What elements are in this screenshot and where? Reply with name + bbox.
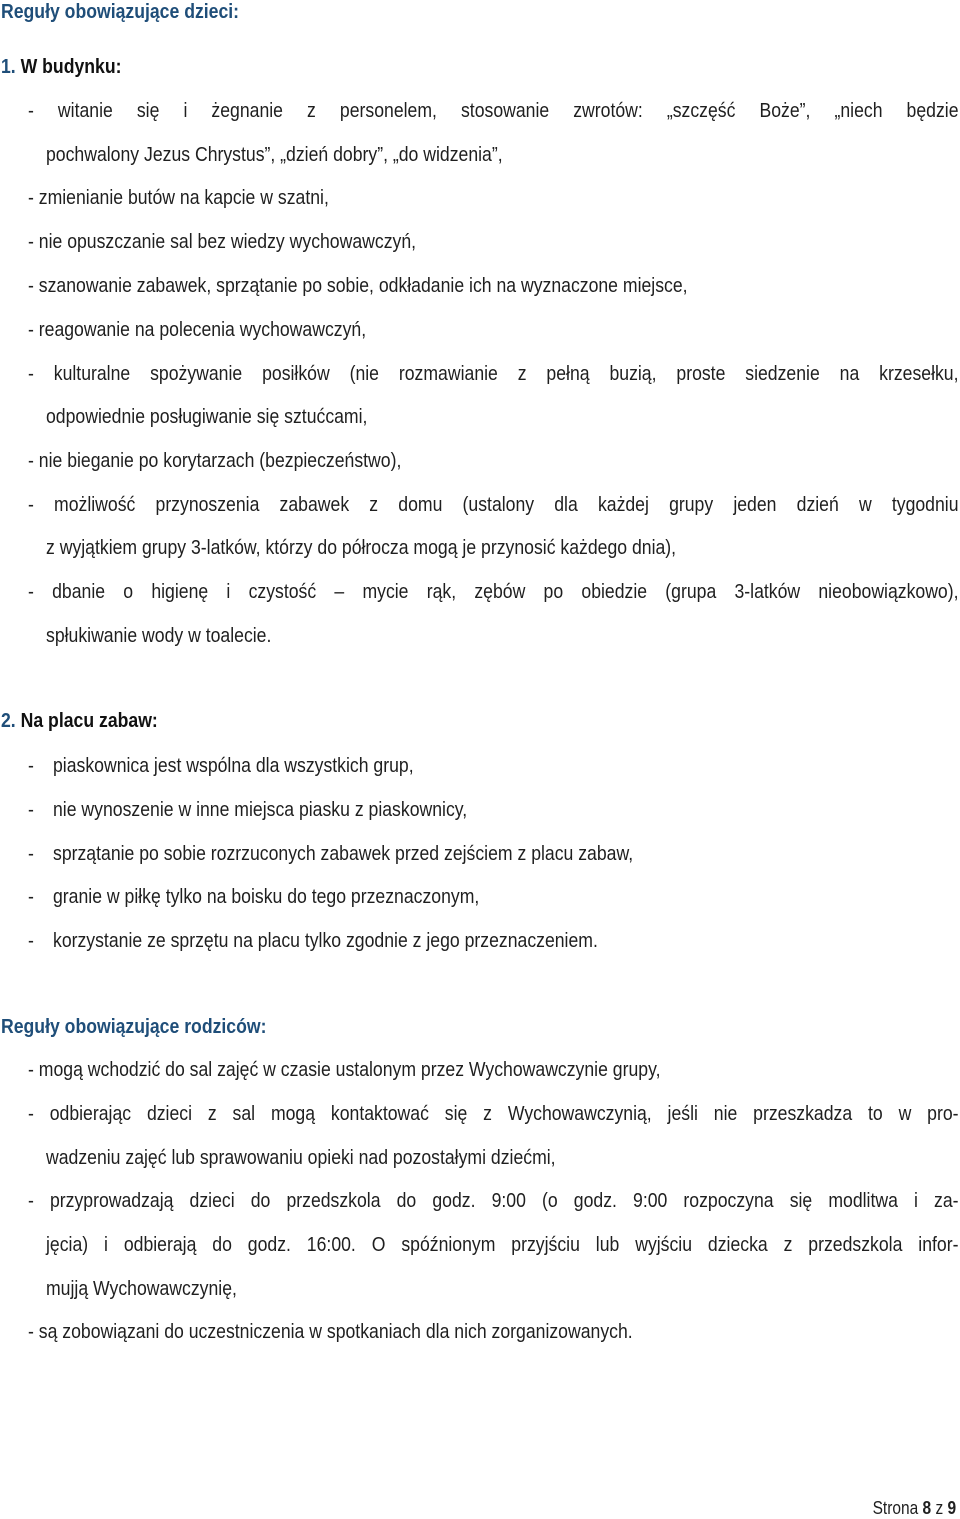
list-item: - nie opuszczanie sal bez wiedzy wychowawczyń, xyxy=(28,230,417,253)
list-item: - nie bieganie po korytarzach (bezpieczeństwo), xyxy=(28,449,402,472)
list-item: - dbanie o higienę i czystość – mycie rąk, zębów po obiedzie (grupa 3-latków nieobowiązkowo), xyxy=(28,580,959,603)
list-item: granie w piłkę tylko na boisku do tego przeznaczonym, xyxy=(53,885,480,908)
list-item: mujją Wychowawczynię, xyxy=(46,1277,237,1300)
list-item: wadzeniu zajęć lub sprawowaniu opieki nad pozostałymi dziećmi, xyxy=(46,1146,556,1169)
list-item: nie wynoszenie w inne miejsca piasku z piaskownicy, xyxy=(53,798,468,821)
subheading-number: 1. xyxy=(1,55,16,78)
subheading-title: W budynku: xyxy=(20,55,122,78)
footer-of: z xyxy=(935,1498,944,1518)
subheading-title: Na placu zabaw: xyxy=(20,709,158,732)
heading-parents-rules: Reguły obowiązujące rodziców: xyxy=(1,1015,267,1038)
page-number-footer xyxy=(872,1497,956,1519)
list-dash: - xyxy=(28,885,34,908)
subheading-playground xyxy=(1,709,158,733)
list-item: - przyprowadzają dzieci do przedszkola do godz. 9:00 (o godz. 9:00 rozpoczyna się modlitwa i za- xyxy=(28,1189,959,1212)
list-item: jęcia) i odbierają do godz. 16:00. O spóźnionym przyjściu lub wyjściu dziecka z przedszkola infor- xyxy=(46,1233,959,1256)
list-item: - reagowanie na polecenia wychowawczyń, xyxy=(28,318,367,341)
list-dash: - xyxy=(28,842,34,865)
list-item: odpowiednie posługiwanie się sztućcami, xyxy=(46,405,368,428)
list-item: - są zobowiązani do uczestniczenia w spotkaniach dla nich zorganizowanych. xyxy=(28,1320,633,1343)
subheading-in-building xyxy=(1,55,121,79)
list-item: piaskownica jest wspólna dla wszystkich grup, xyxy=(53,754,414,777)
total-pages-number: 9 xyxy=(947,1498,956,1518)
list-dash: - xyxy=(28,798,34,821)
list-item: pochwalony Jezus Chrystus”, „dzień dobry”, „do widzenia”, xyxy=(46,143,503,166)
list-item: - odbierając dzieci z sal mogą kontaktować się z Wychowawczynią, jeśli nie przeszkadza to w pro- xyxy=(28,1102,959,1125)
list-dash: - xyxy=(28,754,34,777)
list-dash: - xyxy=(28,929,34,952)
list-item: - zmienianie butów na kapcie w szatni, xyxy=(28,186,329,209)
list-item: korzystanie ze sprzętu na placu tylko zgodnie z jego przeznaczeniem. xyxy=(53,929,598,952)
list-item: - kulturalne spożywanie posiłków (nie rozmawianie z pełną buzią, proste siedzenie na krzesełku, xyxy=(28,362,959,385)
current-page-number: 8 xyxy=(922,1498,932,1518)
heading-children-rules: Reguły obowiązujące dzieci: xyxy=(1,0,240,23)
list-item: - szanowanie zabawek, sprzątanie po sobie, odkładanie ich na wyznaczone miejsce, xyxy=(28,274,688,297)
list-item: - witanie się i żegnanie z personelem, stosowanie zwrotów: „szczęść Boże”, „niech będzie xyxy=(28,99,959,122)
list-item: z wyjątkiem grupy 3-latków, którzy do półrocza mogą je przynosić każdego dnia), xyxy=(46,536,677,559)
footer-label: Strona xyxy=(872,1498,919,1518)
list-item: spłukiwanie wody w toalecie. xyxy=(46,624,272,647)
list-item: sprzątanie po sobie rozrzuconych zabawek przed zejściem z placu zabaw, xyxy=(53,842,634,865)
list-item: - mogą wchodzić do sal zajęć w czasie ustalonym przez Wychowawczynie grupy, xyxy=(28,1058,661,1081)
list-item: - możliwość przynoszenia zabawek z domu (ustalony dla każdej grupy jeden dzień w tygodniu xyxy=(28,493,959,516)
subheading-number: 2. xyxy=(1,709,16,732)
